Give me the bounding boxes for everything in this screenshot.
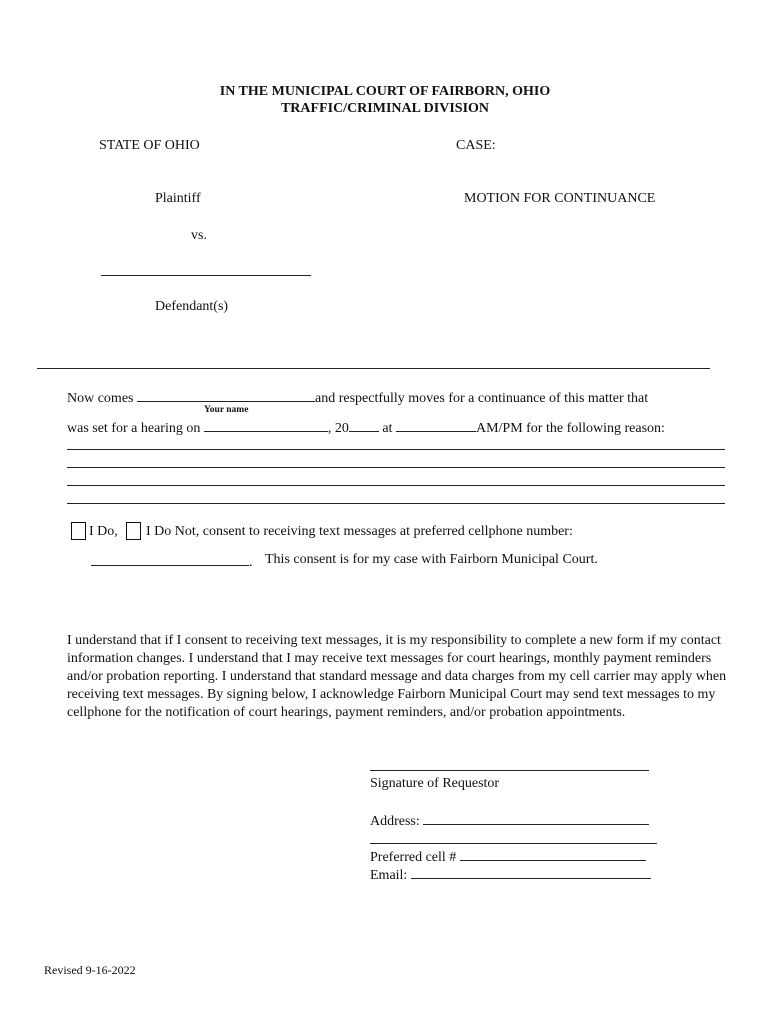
email-label: Email: bbox=[370, 868, 408, 883]
i-do-label: I Do, bbox=[89, 524, 118, 539]
i-do-checkbox[interactable] bbox=[71, 522, 86, 540]
section-divider bbox=[37, 368, 710, 369]
address-label: Address: bbox=[370, 814, 420, 829]
email-line bbox=[370, 865, 651, 884]
disclosure-paragraph: I understand that if I consent to receiving text messages, it is my responsibility to complete a new form if my contact information changes. I understand that I may receive text messages for court hearings, monthly payment reminders and/or probation reporting. I understand that standard message and data charges from my cell carrier may apply when receiving text messages. By signing below, I acknowledge Fairborn Municipal Court may send text messages to my cellphone for the notification of court hearings, payment reminders, and/or probation appointments. bbox=[67, 633, 727, 720]
set-for-text: was set for a hearing on bbox=[67, 421, 201, 436]
vs-label: vs. bbox=[191, 228, 207, 243]
consent-case-note: This consent is for my case with Fairborn Municipal Court. bbox=[265, 552, 598, 567]
case-label: CASE: bbox=[456, 138, 496, 153]
defendant-name-line[interactable] bbox=[101, 275, 311, 276]
your-name-field[interactable] bbox=[137, 388, 315, 402]
hearing-year-field[interactable] bbox=[349, 418, 379, 432]
reason-line-2[interactable] bbox=[67, 467, 725, 468]
reason-line-1[interactable] bbox=[67, 449, 725, 450]
now-comes-line bbox=[67, 388, 648, 407]
motion-title: MOTION FOR CONTINUANCE bbox=[464, 191, 656, 206]
cell-line bbox=[370, 847, 646, 866]
hearing-time-field[interactable] bbox=[396, 418, 476, 432]
email-field[interactable] bbox=[411, 865, 651, 879]
address-field[interactable] bbox=[423, 811, 649, 825]
division-title: TRAFFIC/CRIMINAL DIVISION bbox=[280, 101, 490, 116]
now-comes-text: Now comes bbox=[67, 391, 134, 406]
preferred-cell-field[interactable] bbox=[460, 847, 646, 861]
plaintiff-label: Plaintiff bbox=[155, 191, 201, 206]
plaintiff-name: STATE OF OHIO bbox=[99, 138, 200, 153]
ampm-reason-text: AM/PM for the following reason: bbox=[475, 421, 665, 436]
year-prefix-text: , 20 bbox=[327, 421, 349, 436]
period-text: . bbox=[249, 555, 253, 570]
signature-line[interactable] bbox=[370, 770, 649, 771]
your-name-hint: Your name bbox=[204, 405, 249, 415]
i-do-not-label: I Do Not, consent to receiving text messages at preferred cellphone number: bbox=[146, 524, 573, 539]
moves-text: and respectfully moves for a continuance of this matter that bbox=[315, 391, 649, 406]
address-line bbox=[370, 811, 649, 830]
address-line-2[interactable] bbox=[370, 843, 657, 844]
reason-line-4[interactable] bbox=[67, 503, 725, 504]
revised-date: Revised 9-16-2022 bbox=[44, 963, 136, 977]
signature-label: Signature of Requestor bbox=[370, 776, 500, 791]
at-text: at bbox=[382, 421, 393, 436]
reason-line-3[interactable] bbox=[67, 485, 725, 486]
court-title: IN THE MUNICIPAL COURT OF FAIRBORN, OHIO bbox=[219, 84, 551, 99]
hearing-line bbox=[67, 418, 665, 437]
defendant-label: Defendant(s) bbox=[155, 299, 229, 314]
cell-label: Preferred cell # bbox=[370, 850, 457, 865]
consent-phone-line bbox=[91, 552, 253, 571]
hearing-date-field[interactable] bbox=[204, 418, 328, 432]
i-do-not-checkbox[interactable] bbox=[126, 522, 141, 540]
consent-cellphone-field[interactable] bbox=[91, 552, 249, 566]
